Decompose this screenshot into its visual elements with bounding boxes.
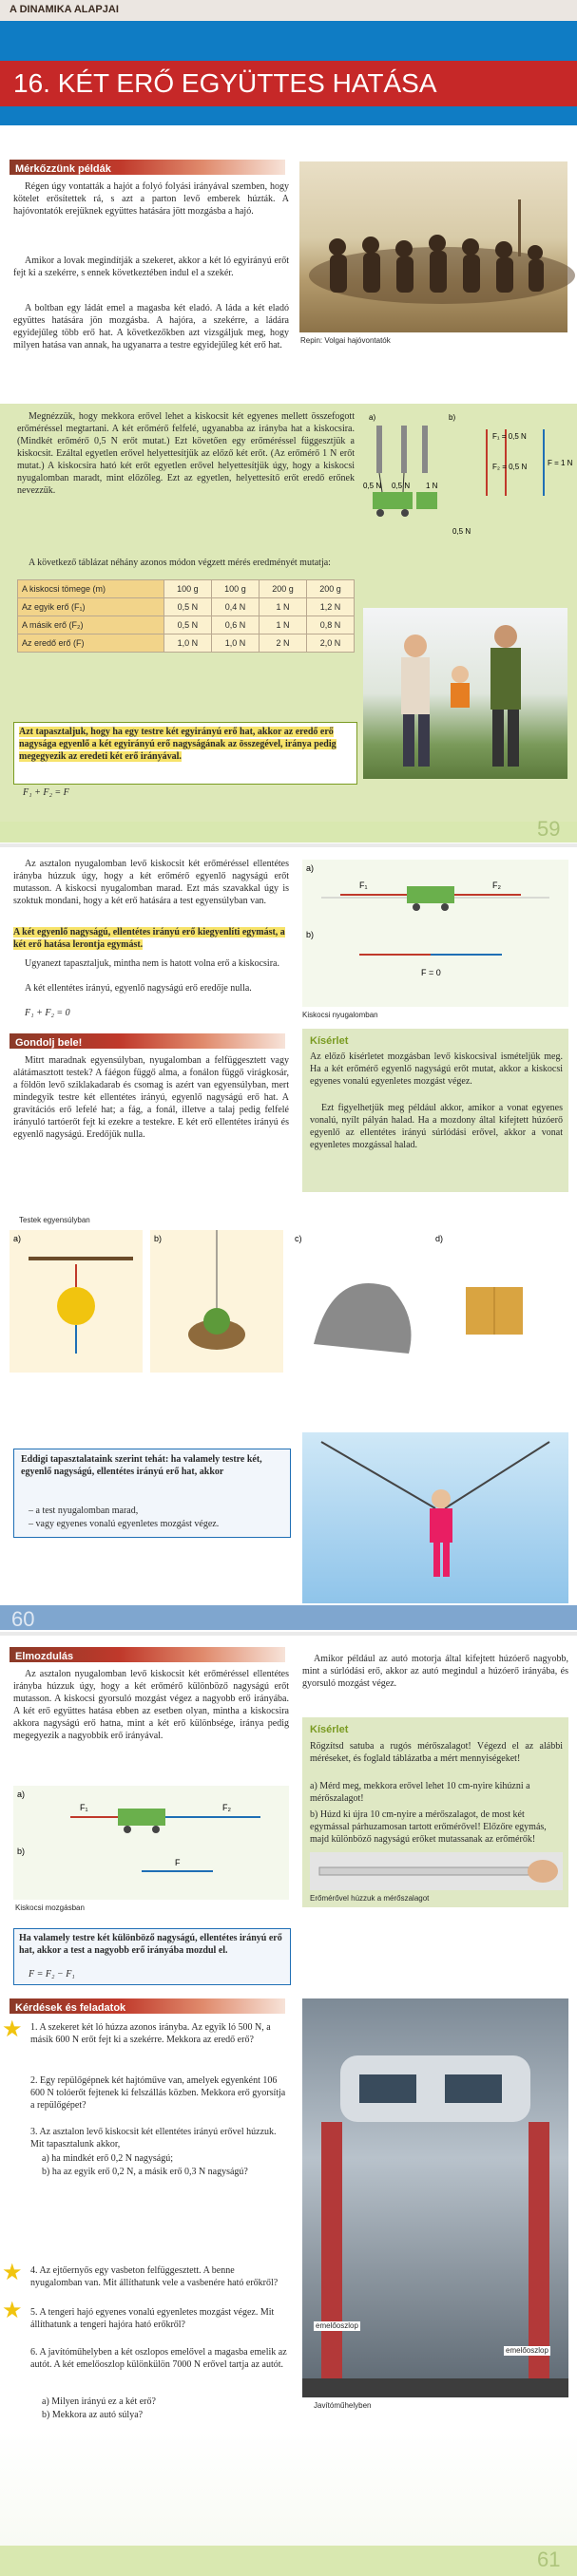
star-icon: ★ bbox=[2, 2261, 23, 2285]
table-cell: 1,2 N bbox=[306, 598, 354, 616]
equilibrium-panels bbox=[10, 1230, 570, 1392]
chapter-title: A DINAMIKA ALAPJAI bbox=[10, 4, 119, 15]
section-bar-1 bbox=[10, 160, 285, 175]
question: 6. A javítóműhelyben a két oszlopos emelővel a magasba emelik az autót. A két emelőoszlop különkülön 7000 N erővel tartja az autót. bbox=[30, 2347, 287, 2370]
f-label: F = 1 N bbox=[548, 459, 573, 467]
table-cell: 2 N bbox=[259, 635, 306, 653]
bullet-text: vagy egyenes vonalú egyenletes mozgást végez. bbox=[35, 1519, 220, 1529]
table-cell: A másik erő (F₂) bbox=[18, 616, 164, 635]
photo-car-lift bbox=[302, 1998, 568, 2397]
panel-a-label: a) bbox=[13, 1234, 22, 1243]
experiment-title: Kísérlet bbox=[310, 1035, 349, 1047]
section-bar-3 bbox=[10, 1647, 285, 1662]
photo-bungee-girl bbox=[302, 1432, 568, 1603]
page-divider bbox=[0, 1632, 577, 1636]
force-label: 0,5 N bbox=[363, 482, 382, 490]
experiment-title: Kísérlet bbox=[310, 1724, 349, 1735]
conclusion-title: Eddigi tapasztalataink szerint tehát: ha valamely testre két, egyenlő nagyságú, ellentétes irányú erő hat, akkor bbox=[21, 1454, 262, 1477]
question: 2. Egy repülőgépnek két hajtóműve van, amelyek egyenként 106 600 N tolóerőt fejtenek ki felszállás közben. Mekkora erő gyorsítja a repülőgépet? bbox=[30, 2075, 286, 2111]
force-label: 1 N bbox=[426, 482, 438, 490]
panel-c-label: c) bbox=[295, 1234, 302, 1243]
paragraph: Ugyanezt tapasztaljuk, mintha nem is hatott volna erő a kiskocsira. bbox=[25, 958, 279, 969]
section-title: Gondolj bele! bbox=[15, 1037, 83, 1049]
rule-text bbox=[19, 726, 352, 763]
bullet: – a test nyugalomban marad, bbox=[29, 1506, 139, 1516]
section-bar-2 bbox=[10, 1033, 285, 1049]
cart-diagram bbox=[302, 860, 568, 1007]
paragraph: Az előző kísérletet mozgásban levő kiskocsival ismételjük meg. Ha a két erőmérő egyenlő nagyságú erőt mutat, akkor a kiskocsi egyenes vonalú egyenletes mozgást végez. bbox=[310, 1051, 563, 1087]
paragraph: Az asztalon nyugalomban levő kiskocsit két erőméréssel ellentétes irányba húzzuk úgy, hogy a két erőmérő egyenlő nagyságú erőt mutasson. A kiskocsi nyugalomban marad. Ezt más szavakkal úgy is szoktuk mondani, hogy a két erő hatására a test egyensúlyban van. bbox=[13, 859, 289, 906]
f2-label: F₂ bbox=[492, 881, 501, 890]
page-footer-59 bbox=[0, 822, 577, 843]
section-title: Mérkőzzünk példák bbox=[15, 163, 111, 175]
table-cell: Az eredő erő (F) bbox=[18, 635, 164, 653]
table-cell: 0,5 N bbox=[163, 616, 211, 635]
paragraph: Ezt figyelhetjük meg például akkor, amikor a vonat egyenes vonalú, nyílt pályán halad. Ha a mozdony által kifejtett húzóerő egyenlő az ellentétes irányú súrlódási erővel, akkor a vonat egyenletes mozgással halad. bbox=[310, 1103, 563, 1150]
question: 1. A szekeret két ló húzza azonos irányba. Az egyik ló 500 N, a másik 600 N erőt fejt ki a szekérre. Mekkora az eredő erő? bbox=[30, 2022, 271, 2045]
rule-text bbox=[13, 926, 289, 951]
section-title: Kérdések és feladatok bbox=[15, 2002, 126, 2014]
label-b: b) bbox=[306, 930, 315, 939]
photo-label: emelőoszlop bbox=[316, 2321, 358, 2330]
caption: Kiskocsi mozgásban bbox=[15, 1904, 85, 1912]
label-a: a) bbox=[306, 863, 315, 873]
panel-d-label: d) bbox=[435, 1234, 444, 1243]
table-cell: 200 g bbox=[259, 580, 306, 598]
page-number: 60 bbox=[11, 1607, 35, 1631]
f1-label: F₁ bbox=[359, 881, 368, 890]
table-cell: 200 g bbox=[306, 580, 354, 598]
force-label: 0,5 N bbox=[392, 482, 411, 490]
question: 3. Az asztalon levő kiskocsit két ellentétes irányú erővel húzzuk. Mit tapasztalunk akkor, bbox=[30, 2127, 277, 2150]
measurement-table bbox=[17, 579, 355, 653]
section-title: Elmozdulás bbox=[15, 1651, 74, 1662]
question: 5. A tengeri hajó egyenes vonalú egyenletes mozgást végez. Mit állíthatunk a tengeri hajóra ható erőkről? bbox=[30, 2307, 275, 2330]
f1-label: F₁ = 0,5 N bbox=[492, 432, 527, 441]
force-label: 0,5 N bbox=[452, 527, 471, 536]
page-number: 59 bbox=[537, 817, 561, 841]
moving-cart-diagram bbox=[13, 1786, 289, 1900]
label-b: b) bbox=[17, 1847, 26, 1856]
lesson-title: 16. KÉT ERŐ EGYÜTTES HATÁSA bbox=[13, 68, 437, 98]
paragraph: Rögzítsd satuba a rugós mérőszalagot! Végezd el az alábbi méréseket, és foglald táblázatba a mért mennyiségeket! bbox=[310, 1741, 563, 1764]
star-icon: ★ bbox=[2, 2017, 23, 2042]
paragraph: Régen úgy vontatták a hajót a folyó folyási irányával szemben, hogy kötelet erősítettek rá, s azt a parton levő emberek húzták. A hajóvontatók erejüknek együttes hatására jött mozgásba a hajó. bbox=[13, 181, 289, 217]
rule-text: Ha valamely testre két különböző nagyságú, ellentétes irányú erő hat, akkor a test a nagyobb erő irányába mozdul el. bbox=[19, 1933, 282, 1956]
bullet: – vagy egyenes vonalú egyenletes mozgást végez. bbox=[29, 1519, 220, 1529]
formula: F₁ + F₂ = 0 bbox=[25, 1008, 70, 1018]
question-sub: b) Mekkora az autó súlya? bbox=[42, 2410, 144, 2420]
f1-label: F₁ bbox=[80, 1803, 88, 1812]
table-cell: 0,5 N bbox=[163, 598, 211, 616]
paragraph: Megnézzük, hogy mekkora erővel lehet a kiskocsit két egyenes mellett összefogott erőméréssel megtartani. A két erőmérő felfelé, ugyanabba az irányba hat a kiskocsira. (Mindkét erőmérő 0,5 N erőt mutat.) Ezt követően egy erőméréssel függesztjük a kiskocsit. Ezáltal egyetlen erővel helyettesítjük az előző két erőt. (Az erőmérő 1 N erőt mutat.) A kiskocsira ható két erőt egyetlen erővel helyettesítjük úgy, hogy a kiskocsi nyugalomban maradt, mint előzőleg. Ezt az egyetlen, helyettesítő erőt eredő erőnek nevezzük. bbox=[17, 411, 355, 496]
paragraph: A két ellentétes irányú, egyenlő nagyságú erő eredője nulla. bbox=[25, 983, 252, 994]
photo-swing-family bbox=[363, 608, 567, 779]
section-bar-4 bbox=[10, 1998, 285, 2014]
table-cell: 2,0 N bbox=[306, 635, 354, 653]
question-sub: a) Milyen irányú ez a két erő? bbox=[42, 2396, 156, 2407]
photo-label: emelőoszlop bbox=[506, 2346, 548, 2355]
paragraph: A következő táblázat néhány azonos módon végzett mérés eredményét mutatja: bbox=[29, 558, 331, 568]
rule-highlight: Azt tapasztaljuk, hogy ha egy testre két egyirányú erő hat, akkor az eredő erő nagysága egyenlő a két egyirányú erő nagyságának az összegével, iránya pedig megegyezik az eredeti két erő irányával. bbox=[19, 727, 337, 762]
equilibrium-label: Testek egyensúlyban bbox=[19, 1216, 90, 1224]
table-cell: 1,0 N bbox=[163, 635, 211, 653]
caption: Kiskocsi nyugalomban bbox=[302, 1011, 378, 1019]
table-cell: 1 N bbox=[259, 616, 306, 635]
force-diagram bbox=[363, 410, 573, 553]
question-sub: a) ha mindkét erő 0,2 N nagyságú; bbox=[42, 2153, 174, 2164]
paragraph: Amikor a lovak megindítják a szekeret, akkor a két ló egyirányú erőt fejt ki a szekérre, s ennek következtében indul el a szekér. bbox=[13, 256, 289, 278]
f-label: F bbox=[175, 1858, 181, 1867]
label-a: a) bbox=[17, 1790, 26, 1799]
table-cell: A kiskocsi tömege (m) bbox=[18, 580, 164, 598]
page-number: 61 bbox=[537, 2548, 561, 2571]
f-zero-label: F = 0 bbox=[421, 968, 441, 977]
photo-caption: Repin: Volgai hajóvontatók bbox=[300, 336, 391, 345]
table-cell: 0,6 N bbox=[211, 616, 259, 635]
photo-caption: Javítóműhelyben bbox=[314, 2401, 372, 2410]
bullet-text: a test nyugalomban marad, bbox=[35, 1506, 139, 1516]
caption: Erőmérővel húzzuk a mérőszalagot bbox=[310, 1894, 430, 1903]
paragraph: Az asztalon nyugalomban levő kiskocsit két erőméréssel ellentétes irányba húzzuk úgy, hogy a két erőmérő különböző nagyságú erőt mutasson. A kiskocsi gyorsuló mozgást végez a nagyobb erő irányába. A két erő együttes hatása ebben az esetben olyan, mintha a kiskocsira akkora nagyságú erő hatna, mint a két erő különbsége, iránya pedig megegyezik a nagyobbik erő irányával. bbox=[13, 1669, 289, 1741]
page-footer-61 bbox=[0, 2546, 577, 2576]
panel-b-label: b) bbox=[154, 1234, 163, 1243]
table-cell: 1,0 N bbox=[211, 635, 259, 653]
rule-highlight: A két egyenlő nagyságú, ellentétes irányú erő kiegyenlíti egymást, a két erő hatása lerontja egymást. bbox=[13, 927, 285, 950]
paragraph: A boltban egy ládát emel a magasba két eladó. A láda a két eladó együttes hatására jön mozgásba. A hajóra, a szekérre, a ládára egyidejűleg több erő hat. A következőkben azt vizsgáljuk meg, hogy milyen hatása van annak, ha ugyanarra a testre egyidejűleg két erő hat. bbox=[13, 303, 289, 350]
table-cell: Az egyik erő (F₁) bbox=[18, 598, 164, 616]
table-cell: 100 g bbox=[211, 580, 259, 598]
paragraph: Amikor például az autó motorja által kifejtett húzóerő nagyobb, mint a súrlódási erő, akkor az autó megindul a húzóerő irányába, és gyorsuló mozgást végez. bbox=[302, 1654, 568, 1689]
question: 4. Az ejtőernyős egy vasbeton felfüggesztett. A benne nyugalomban van. Mit állíthatunk vele a vasbenére ható erőkről? bbox=[30, 2265, 279, 2288]
formula: F₁ + F₂ = F bbox=[23, 787, 69, 798]
table-cell: 0,4 N bbox=[211, 598, 259, 616]
painting-barge-haulers bbox=[299, 161, 567, 332]
page-footer-60 bbox=[0, 1605, 577, 1630]
label-b: b) bbox=[449, 413, 456, 422]
task-a: a) Mérd meg, mekkora erővel lehet 10 cm-nyire kihúzni a mérőszalagot! bbox=[310, 1781, 530, 1804]
photo-tape-measure bbox=[310, 1852, 563, 1890]
question-sub: b) ha az egyik erő 0,2 N, a másik erő 0,3 N nagyságú? bbox=[42, 2167, 248, 2177]
star-icon: ★ bbox=[2, 2299, 23, 2323]
formula: F = F₂ − F₁ bbox=[29, 1969, 75, 1979]
f2-label: F₂ = 0,5 N bbox=[492, 463, 528, 471]
table-cell: 1 N bbox=[259, 598, 306, 616]
table-cell: 0,8 N bbox=[306, 616, 354, 635]
table-cell: 100 g bbox=[163, 580, 211, 598]
f2-label: F₂ bbox=[222, 1803, 231, 1812]
page-divider bbox=[0, 843, 577, 847]
task-b: b) Húzd ki újra 10 cm-nyire a mérőszalagot, de most két egymással párhuzamosan tartott erőmérővel! Előzőre egymás, majd különböző nagyságú erőket mutassanak az erőmérők! bbox=[310, 1809, 547, 1845]
paragraph: Mitrt maradnak egyensúlyban, nyugalomban a felfüggesztett vagy alátámasztott testek? A fáégon függő alma, a fonálon függő virágkosár, a földön levő sziklakadarab és csomag is azért van egyensúlyban, mert mindegyik testre két ellentétes irányú, egyenlő nagyságú erő hat. A gravitációs erő lefelé hat; a fág, a fonál, illetve a talaj pedig felfelé irányuló tartóerőt fejt ki ezekre a testekre. E két erő ellentétes irányú és egyenlő nagyságú. Eredőjük nulla. bbox=[13, 1055, 289, 1140]
label-a: a) bbox=[369, 413, 376, 422]
